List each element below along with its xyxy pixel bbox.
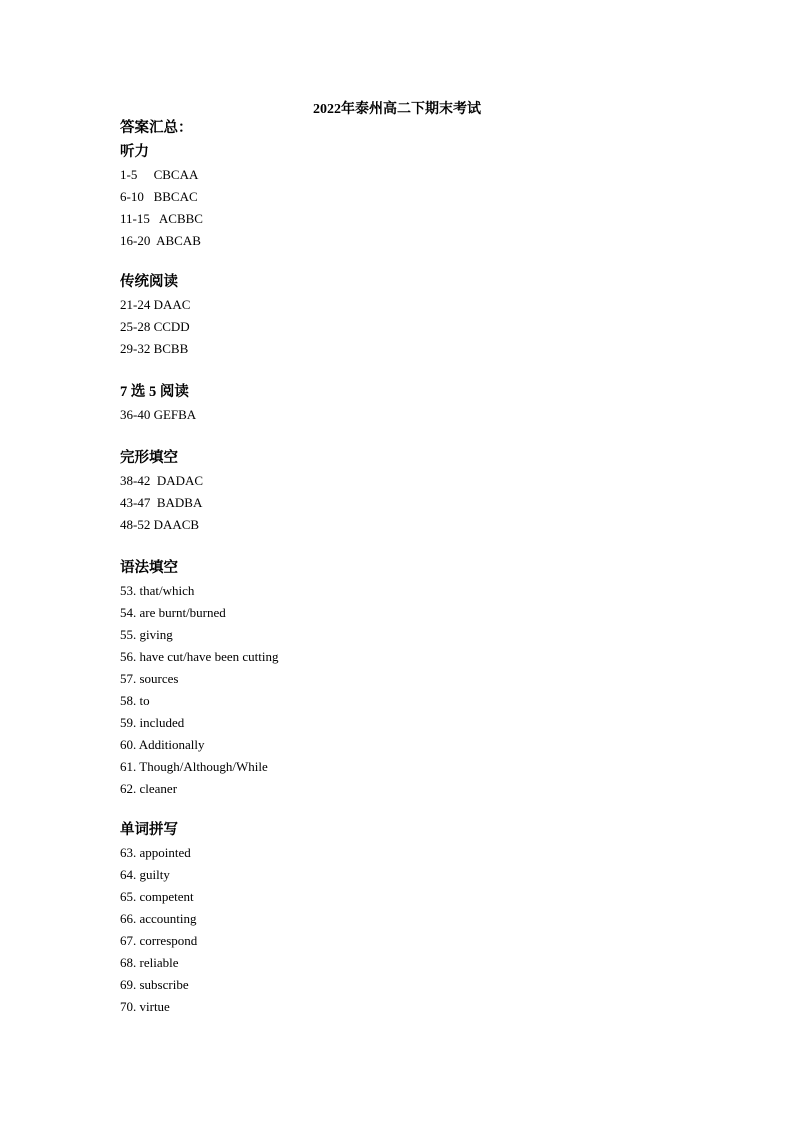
grammar-line: 62. cleaner	[120, 781, 178, 796]
grammar-line: 56. have cut/have been cutting	[120, 649, 279, 664]
reading-line: 29-32 BCBB	[120, 341, 189, 356]
summary-block	[120, 116, 203, 252]
cloze-line: 48-52 DAACB	[120, 517, 200, 532]
section-grammar-fill	[120, 556, 278, 800]
listening-line: 11-15 ACBBC	[120, 211, 203, 226]
reading-line: 25-28 CCDD	[120, 319, 190, 334]
section-heading-cloze: 完形填空	[120, 450, 178, 466]
document-title: 2022年泰州高二下期末考试	[313, 102, 481, 117]
grammar-line: 61. Though/Although/While	[120, 759, 268, 774]
spelling-line: 69. subscribe	[120, 977, 189, 992]
section-heading-seven-choose-five: 7 选 5 阅读	[120, 384, 189, 400]
grammar-line: 57. sources	[120, 671, 179, 686]
grammar-line: 53. that/which	[120, 583, 195, 598]
spelling-line: 67. correspond	[120, 933, 198, 948]
spelling-line: 68. reliable	[120, 955, 179, 970]
seven-choose-five-line: 36-40 GEFBA	[120, 407, 197, 422]
spelling-line: 64. guilty	[120, 867, 170, 882]
reading-line: 21-24 DAAC	[120, 297, 191, 312]
listening-line: 1-5 CBCAA	[120, 167, 199, 182]
spelling-line: 70. virtue	[120, 999, 170, 1014]
cloze-line: 43-47 BADBA	[120, 495, 203, 510]
grammar-line: 60. Additionally	[120, 737, 205, 752]
grammar-line: 54. are burnt/burned	[120, 605, 226, 620]
spelling-line: 65. competent	[120, 889, 194, 904]
grammar-line: 59. included	[120, 715, 185, 730]
cloze-line: 38-42 DADAC	[120, 473, 204, 488]
listening-line: 16-20 ABCAB	[120, 233, 201, 248]
section-heading-spelling: 单词拼写	[120, 822, 178, 838]
section-heading-reading: 传统阅读	[120, 274, 178, 290]
section-heading-listening: 听力	[120, 144, 149, 160]
listening-line: 6-10 BBCAC	[120, 189, 198, 204]
spelling-line: 66. accounting	[120, 911, 197, 926]
section-spelling	[120, 818, 197, 1018]
grammar-line: 58. to	[120, 693, 150, 708]
summary-heading: 答案汇总：	[120, 120, 193, 136]
section-heading-grammar-fill: 语法填空	[120, 560, 178, 576]
section-cloze	[120, 446, 203, 536]
grammar-line: 55. giving	[120, 627, 173, 642]
section-seven-choose-five	[120, 380, 196, 426]
section-reading	[120, 270, 190, 360]
spelling-line: 63. appointed	[120, 845, 191, 860]
